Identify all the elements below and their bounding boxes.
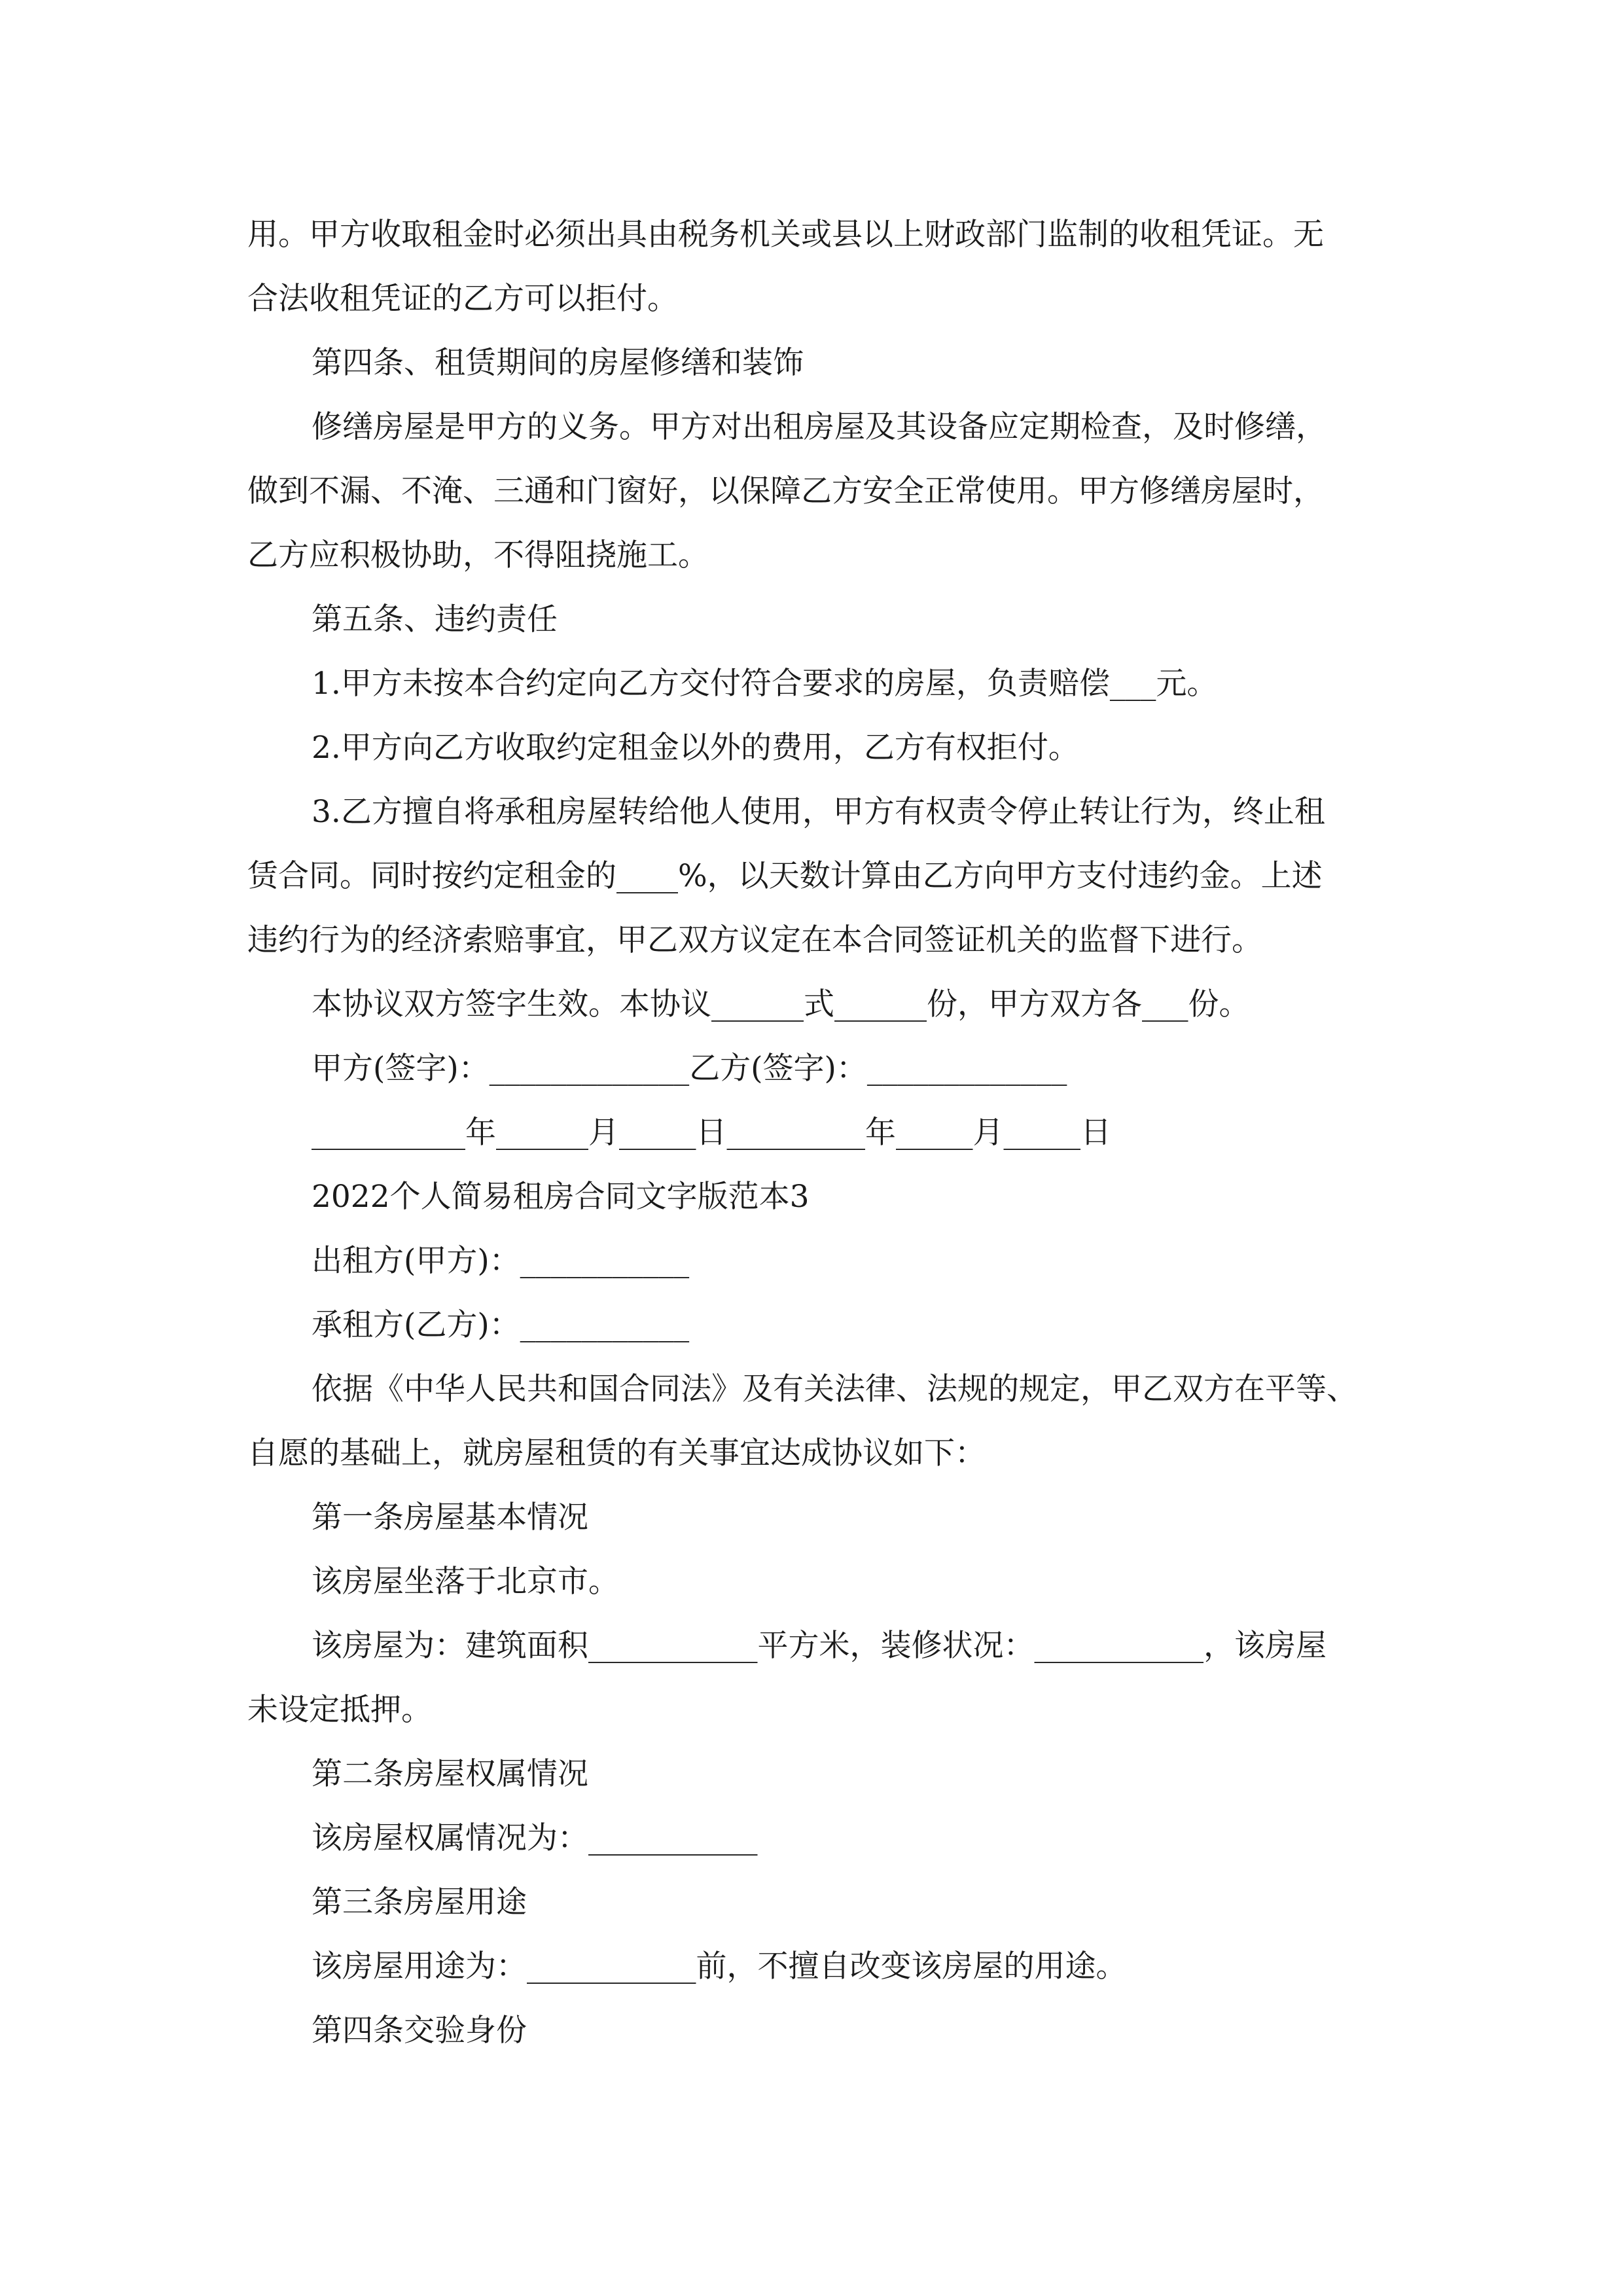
paragraph-line-l09: 2.甲方向乙方收取约定租金以外的费用，乙方有权拒付。 (312, 730, 1079, 766)
paragraph-line-l06: 乙方应积极协助，不得阻挠施工。 (247, 537, 709, 573)
paragraph-line-l15: __________年______月_____日_________年_____月_____日 (312, 1115, 1111, 1151)
document-body (247, 203, 1386, 2063)
paragraph-line-l02: 合法收租凭证的乙方可以拒付。 (247, 281, 678, 317)
paragraph-line-l27: 第三条房屋用途 (312, 1884, 527, 1920)
paragraph-line-l11: 赁合同。同时按约定租金的____%，以天数计算由乙方向甲方支付违约金。上述 (247, 858, 1323, 894)
paragraph-line-l16: 2022个人简易租房合同文字版范本3 (312, 1179, 810, 1215)
paragraph-line-l25: 第二条房屋权属情况 (312, 1756, 588, 1792)
paragraph-line-l23: 该房屋为：建筑面积___________平方米，装修状况：___________，该房屋 (312, 1628, 1327, 1664)
paragraph-line-l05: 做到不漏、不淹、三通和门窗好，以保障乙方安全正常使用。甲方修缮房屋时， (247, 473, 1324, 509)
paragraph-line-l18: 承租方(乙方)：___________ (312, 1307, 690, 1343)
paragraph-line-l01: 用。甲方收取租金时必须出具由税务机关或县以上财政部门监制的收租凭证。无 (247, 217, 1324, 253)
paragraph-line-l12: 违约行为的经济索赔事宜，甲乙双方议定在本合同签证机关的监督下进行。 (247, 922, 1262, 958)
paragraph-line-l04: 修缮房屋是甲方的义务。甲方对出租房屋及其设备应定期检查，及时修缮， (312, 409, 1327, 445)
paragraph-line-l19: 依据《中华人民共和国合同法》及有关法律、法规的规定，甲乙双方在平等、 (312, 1371, 1357, 1407)
paragraph-line-l03: 第四条、租赁期间的房屋修缮和装饰 (312, 345, 804, 381)
paragraph-line-l20: 自愿的基础上，就房屋租赁的有关事宜达成协议如下： (247, 1435, 986, 1471)
paragraph-line-l13: 本协议双方签字生效。本协议______式______份，甲方双方各___份。 (312, 986, 1250, 1022)
paragraph-line-l07: 第五条、违约责任 (312, 601, 558, 637)
paragraph-line-l28: 该房屋用途为：___________前，不擅自改变该房屋的用途。 (312, 1948, 1127, 1984)
paragraph-line-l29: 第四条交验身份 (312, 2013, 527, 2049)
paragraph-line-l22: 该房屋坐落于北京市。 (312, 1564, 619, 1600)
paragraph-line-l21: 第一条房屋基本情况 (312, 1499, 588, 1535)
paragraph-line-l17: 出租方(甲方)：___________ (312, 1243, 690, 1279)
paragraph-line-l26: 该房屋权属情况为：___________ (312, 1820, 758, 1856)
paragraph-line-l24: 未设定抵押。 (247, 1692, 432, 1728)
paragraph-line-l08: 1.甲方未按本合约定向乙方交付符合要求的房屋，负责赔偿___元。 (312, 666, 1218, 702)
paragraph-line-l10: 3.乙方擅自将承租房屋转给他人使用，甲方有权责令停止转让行为，终止租 (312, 794, 1325, 830)
paragraph-line-l14: 甲方(签字)：_____________乙方(签字)：_____________ (312, 1050, 1067, 1086)
